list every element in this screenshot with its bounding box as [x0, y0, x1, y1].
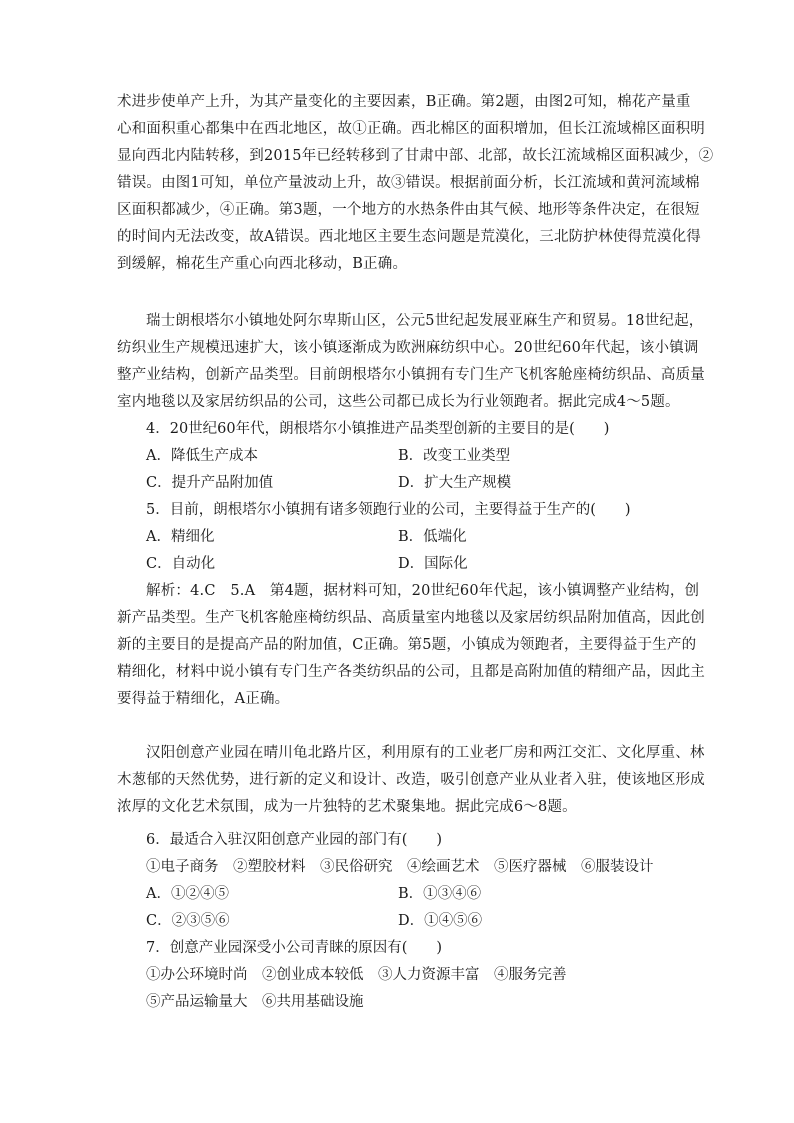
text-line: 错误。由图1可知，单位产量波动上升，故③错误。根据前面分析，长江流域和黄河流域棉 — [117, 175, 700, 191]
text-line: 显向西北内陆转移，到2015年已经转移到了甘肃中部、北部，故长江流域棉区面积减少，② — [117, 148, 714, 164]
question-5-option-a: A．精细化 — [146, 529, 215, 545]
text-line: 汉阳创意产业园在晴川龟北路片区，利用原有的工业老厂房和两江交汇、文化厚重、林 — [146, 745, 705, 761]
text-line: 浓厚的文化艺术氛围，成为一片独特的艺术聚集地。据此完成6～8题。 — [117, 799, 577, 815]
question-6-option-c: C．②③⑤⑥ — [146, 913, 230, 929]
text-line: 要得益于精细化，A正确。 — [117, 691, 290, 707]
question-5-option-c: C．自动化 — [146, 556, 216, 572]
text-line: 室内地毯以及家居纺织品的公司，这些公司都已成长为行业领跑者。据此完成4～5题。 — [117, 394, 680, 410]
analysis-paragraph-1 — [117, 89, 714, 278]
question-4-stem: 4．20世纪60年代，朗根塔尔小镇推进产品类型创新的主要目的是( ) — [146, 421, 610, 437]
question-6-stem: 6．最适合入驻汉阳创意产业园的部门有( ) — [146, 832, 443, 848]
text-line: 到缓解，棉花生产重心向西北移动，B正确。 — [117, 256, 408, 272]
question-7-items-line-2: ⑤产品运输量大 ⑥共用基础设施 — [146, 994, 364, 1010]
material-paragraph-langenthal — [117, 308, 705, 416]
question-6-option-a: A．①②④⑤ — [146, 886, 229, 902]
text-line: 新的主要目的是提高产品的附加值，C正确。第5题，小镇成为领跑者，主要得益于生产的 — [117, 637, 697, 653]
text-line: 区面积都减少，④正确。第3题，一个地方的水热条件由其气候、地形等条件决定，在很短 — [117, 202, 700, 218]
question-6-items: ①电子商务 ②塑胶材料 ③民俗研究 ④绘画艺术 ⑤医疗器械 ⑥服装设计 — [146, 859, 654, 875]
material-paragraph-hanyang — [117, 740, 705, 821]
question-7-stem: 7．创意产业园深受小公司青睐的原因有( ) — [146, 940, 443, 956]
text-line: 新产品类型。生产飞机客舱座椅纺织品、高质量室内地毯以及家居纺织品附加值高，因此创 — [117, 610, 705, 626]
text-line: 瑞士朗根塔尔小镇地处阿尔卑斯山区，公元5世纪起发展亚麻生产和贸易。18世纪起， — [146, 313, 704, 329]
question-4-option-d: D．扩大生产规模 — [398, 475, 512, 491]
question-5-option-d: D．国际化 — [398, 556, 468, 572]
text-line: 解析：4.C 5.A 第4题，据材料可知，20世纪60年代起，该小镇调整产业结构，创 — [146, 583, 700, 599]
analysis-paragraph-2 — [117, 578, 705, 713]
text-line: 木葱郁的天然优势，进行新的定义和设计、改造，吸引创意产业从业者入驻，使该地区形成 — [117, 772, 705, 788]
text-line: 整产业结构，创新产品类型。目前朗根塔尔小镇拥有专门生产飞机客舱座椅纺织品、高质量 — [117, 367, 705, 383]
question-6-option-d: D．①④⑤⑥ — [398, 913, 483, 929]
question-4-option-a: A．降低生产成本 — [146, 448, 258, 464]
text-line: 术进步使单产上升，为其产量变化的主要因素，B正确。第2题，由图2可知，棉花产量重 — [117, 94, 691, 110]
question-4-option-c: C．提升产品附加值 — [146, 475, 274, 491]
text-line: 的时间内无法改变，故A错误。西北地区主要生态问题是荒漠化，三北防护林使得荒漠化得 — [117, 229, 701, 245]
question-5-option-b: B．低端化 — [398, 529, 467, 545]
question-7-items-line-1: ①办公环境时尚 ②创业成本较低 ③人力资源丰富 ④服务完善 — [146, 967, 567, 983]
question-5-stem: 5．目前，朗根塔尔小镇拥有诸多领跑行业的公司，主要得益于生产的( ) — [146, 502, 631, 518]
text-line: 纺织业生产规模迅速扩大，该小镇逐渐成为欧洲麻纺织中心。20世纪60年代起，该小镇调 — [117, 340, 699, 356]
text-line: 心和面积重心都集中在西北地区，故①正确。西北棉区的面积增加，但长江流域棉区面积明 — [117, 121, 705, 137]
question-6-option-b: B．①③④⑥ — [398, 886, 482, 902]
text-line: 精细化，材料中说小镇有专门生产各类纺织品的公司，且都是高附加值的精细产品，因此主 — [117, 664, 705, 680]
question-4-option-b: B．改变工业类型 — [398, 448, 511, 464]
